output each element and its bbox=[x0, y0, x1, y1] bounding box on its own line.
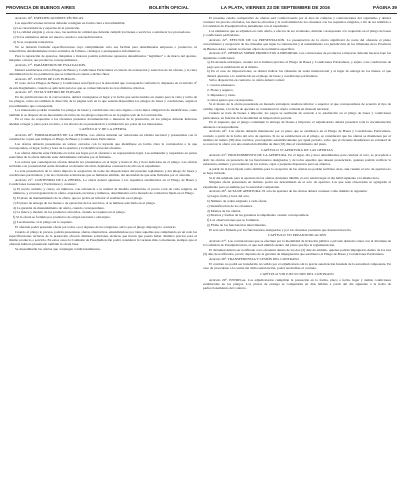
paragraph: Para la reparación de aparatos, máquinas o motores podrán solicitarse repuestos denominados “legítimos” o de marca del aparato, máquina o motor, sus productos correspondientes. bbox=[9, 53, 197, 62]
list-item: a) El precio unitario y cierto, en números, con referencia a la unidad de medida establecida, el precio total de cada renglón, en números, y el total general de la oferta, expresado en letras y números, determinados en la moneda de cotización fijada en el Pliego. bbox=[13, 186, 197, 196]
header-date: LA PLATA, VIERNES 23 DE SEPTIEMBRE DE 2016 bbox=[221, 5, 330, 10]
article-paragraph: Artículo 29°. ENTREGA. Los adjudicatarios cumplirán la prestación en la forma, plazo o fecha, lugar y demás condiciones establecidas en los pliegos. Los plazos de entrega se computarán en días hábiles a partir del día siguiente a la fecha de perfeccionamiento del contrato. bbox=[203, 277, 391, 290]
header-page-number: PÁGINA 39 bbox=[372, 5, 397, 10]
paragraph: El oferente podrá presentar oferta por todos o por algunos de los renglones, salvo que el pliego disponga lo contrario. bbox=[15, 224, 177, 229]
chapter-heading: CAPÍTULO VIII EJECUCIÓN DEL CONTRATO bbox=[260, 271, 334, 276]
page-header bbox=[6, 4, 397, 14]
list-item: b) La calidad exigida y, en su caso, las normas de calidad que deberán cumplir los bienes o servicios o satisfacer los proveedores. bbox=[13, 30, 191, 35]
article-paragraph: Artículo 22°. EFECTOS DE LA PRESENTACIÓN. La presentación de la oferta significará de parte del oferente el pleno conocimiento y aceptación de las cláusulas que rigen la contratación y el sometimiento a la jurisdicción de los tribunales de la Provincia de Buenos Aires, cuando no fueren objeto de normativa específica. bbox=[203, 38, 391, 51]
list-item: f) Las observaciones que se formulen. bbox=[207, 218, 260, 223]
paragraph: El presente cuadro comparativo de ofertas será confeccionado por el área de compras y contrataciones del organismo y deberá contener los precios ofertados, las marcas ofrecidas y la conformidad de los oferentes con los requisitos exigidos, a fin de ser remitido a la Comisión de Preadjudicación juntamente con el expediente. bbox=[203, 16, 391, 29]
list-item: f) Si la oferta se formula por productos de origen nacional o extranjero. bbox=[13, 215, 112, 220]
article-paragraph: Artículo 27°. Las contrataciones que se efectúen por la modalidad de licitación pública o privada deberán contar con el dictamen de la Comisión de Preadjudicación, el que será emitido dentro del plazo que fije la reglamentación. bbox=[203, 239, 391, 248]
left-text-column bbox=[9, 16, 197, 476]
paragraph: En las publicaciones de la convocatoria, deberá consignarse el lugar y la fecha que serán tenidos en cuenta para la vista y retiro de los pliegos, como así también la dirección de la página web en la que estarán disponibles los pliegos de bases y condiciones, según el procedimiento que corresponda. bbox=[9, 95, 197, 108]
paragraph: Se desestimarán las ofertas que contengan condicionamientos. bbox=[15, 246, 101, 251]
paragraph: Ninguna oferta presentada en término podrá ser desestimada en el acto de apertura. Las que sean observadas se agregarán al expediente para su análisis por la autoridad competente. bbox=[203, 180, 391, 189]
list-item: g) Las muestras, si el pliego así lo requiere. bbox=[13, 219, 73, 224]
list-item: c) Si los elementos deben ser nuevos, usados o reacondicionados. bbox=[13, 35, 104, 40]
article-paragraph: Artículo 18°. COSTOS DE LOS PLIEGOS. bbox=[15, 76, 76, 81]
article-paragraph: Artículo 23°. OFERTAS SOBRE PRODUCTOS A IMPORTAR. Las cotizaciones de productos a importar deberán hacerse bajo las siguientes condiciones: bbox=[203, 51, 391, 60]
list-item: c) El plazo de entrega de los bienes o de ejecución de los servicios, si se hubiese solicitado en el pliego. bbox=[13, 200, 156, 205]
paragraph: Cuando se trate de bienes a importar, los pagos se realizarán de acuerdo a lo establecido en el pliego de bases y condiciones particulares, en función de la modalidad de importación pactada. bbox=[203, 111, 391, 120]
article-paragraph: Artículo 28°. TRANSFERENCIA Y CESIÓN DEL CONTRATO. bbox=[209, 257, 300, 262]
list-item: 4. Otros gastos que correspondan. bbox=[207, 97, 254, 102]
article-paragraph: Artículo 25°. PROCEDIMIENTO DE LA APERTURA. En el lugar, día y hora determinados para celebrar el acto, se procederá a abrir las ofertas en presencia de los funcionarios designados y de todos aquellos que deseen presenciarlo, quienes podrán verificar la existencia, número y procedencia de los sobres, cajas o paquetes dispuestos para ser abiertos. bbox=[203, 153, 391, 166]
list-item: 3. Impuestos y tasas. bbox=[207, 92, 236, 97]
article-paragraph: Artículo 16°. ESPECIFICACIONES TÉCNICAS. bbox=[15, 16, 85, 20]
paragraph: Los interesados podrán consultar los pliegos de bases y condiciones sin costo alguno, con la única obligación de identificarse, como también si se dispone de un mecanismo de retiro de los pliegos respectivos en la página web de la Contratación. bbox=[9, 108, 197, 117]
article-paragraph: Artículo 24°. Las ofertas deberán mantenerse por el plazo que se establezca en el Pliego de Bases y Condiciones Particulares, contado a partir de la fecha del acto de apertura. Si no se estableciera en el pliego, se considerará que las ofertas se mantienen por el término de treinta (30) días corridos, prorrogables automáticamente por igual período, salvo que el oferente manifestara su voluntad de no renovar la oferta con una antelación mínima de diez (10) días al vencimiento del plazo. bbox=[203, 129, 391, 146]
list-item: c) Identificación de los oferentes. bbox=[207, 203, 253, 208]
paragraph: El contrato no podrá ser transferido ni cedido por el adjudicatario sin la previa autorización fundada de la autoridad competente. En caso de procederse a la cesión sin dicha autorización, podrá rescindirse el contrato. bbox=[203, 261, 391, 271]
paragraph: El acta será firmada por los funcionarios designados y por los oferentes presentes que desearen hacerlo. bbox=[209, 227, 352, 232]
paragraph: Cuando el pliego lo prevea, podrán presentarse ofertas alternativas, entendiéndose por tales aquellas que cumpliendo en un todo las especificaciones técnicas de la prestación ofrecen distintas soluciones técnicas que hacen que pueda haber distintos precios para el mismo producto o servicio. En estos casos la Comisión de Preadjudicación podrá considerar la variante más conveniente, siempre que el oferente hubiera presentado también la oferta base. bbox=[9, 229, 197, 247]
list-item: e) Montos y formas de las garantías acompañadas, cuando correspondiere. bbox=[207, 213, 310, 218]
header-publication: BOLETÍN OFICIAL bbox=[149, 5, 189, 10]
paragraph: El dictamen deberá ser notificado a los oferentes dentro de los dos (2) días de emitido, quienes podrán impugnarlo dentro de los tres (3) días de notificados, previo depósito de la garantía de impugnación que establezca el Pliego de Bases y Condiciones Particulares. bbox=[203, 248, 391, 257]
list-item: d) Montos de las ofertas. bbox=[207, 208, 242, 213]
paragraph: En el caso de requerirse a los oferentes presentar documentación o muestras de la prestación, en los pliegos deberán indicarse además el lugar y plazo para el retiro, a los efectos de su presentación y tramitación por parte de los interesados. bbox=[9, 117, 197, 126]
list-item: a) Lugar, fecha y hora del acto. bbox=[207, 194, 250, 199]
header-province: PROVINCIA DE BUENOS AIRES bbox=[6, 5, 76, 10]
article-paragraph: Artículo 21°. CONTENIDO DE LA OFERTA. La oferta deberá ajustarse a los requisitos establecidos en el Pliego de Bases y Condiciones Generales y Particulares y contener: bbox=[9, 177, 197, 187]
list-item: 2. Fletes y seguros. bbox=[207, 88, 234, 92]
chapter-heading: CAPÍTULO VII PREADJUDICACIÓN bbox=[267, 233, 327, 238]
paragraph: Las especificaciones técnicas deberán consignar en forma clara e inconfundible: bbox=[15, 20, 126, 25]
right-text-column bbox=[203, 16, 391, 476]
article-paragraph: Artículo 20°. FORMALIDADES DE LA OFERTA. Las ofertas deberán ser redactadas en idioma nacional y presentadas con la cantidad de copias que indique el Pliego de Bases y Condiciones Particulares. bbox=[9, 132, 197, 142]
chapter-heading: CAPÍTULO V DE LA OFERTA bbox=[79, 127, 127, 132]
paragraph: Si el día señalado para la apertura de las ofertas deviniera inhábil, el acto tendrá lugar el día hábil siguiente a la misma hora. bbox=[209, 175, 380, 180]
list-item: b) Número de orden asignado a cada oferta. bbox=[207, 199, 268, 203]
list-item: b) El plazo de mantenimiento de la oferta, que no podrá ser inferior al establecido en el pliego. bbox=[13, 195, 144, 200]
article-paragraph: Artículo 26°. ACTA DE APERTURA. El acta de apertura de las ofertas deberá contener como mínimo lo siguiente: bbox=[209, 189, 368, 194]
list-item: d) Si se aceptarán tolerancias. bbox=[13, 39, 54, 44]
paragraph: Deberá establecerse en los Pliegos de Bases y Condiciones Particulares el criterio de evaluación y selección de las ofertas, y la clara determinación de los parámetros que se tomarán en cuenta a dichos fines. bbox=[9, 67, 197, 76]
paragraph: Si el monto de la oferta presentada en moneda extranjera resultara inferior o superior al que correspondiere de acuerdo al tipo de cambio vigente, a la fecha de apertura se considerará la oferta cotizada en moneda nacional. bbox=[203, 102, 391, 111]
paragraph: La sola presentación de la oferta importa la aceptación de todas las disposiciones del presente reglamento y del pliego de bases y condiciones particulares, y de las circulares aclaratorias que se hubieren emitido, sin necesidad de que sean firmadas por el oferente. bbox=[9, 168, 197, 178]
list-item: a) Las características y especies de la prestación. bbox=[13, 25, 80, 30]
paragraph: Las ofertas deberán estar firmadas en todas sus hojas por el oferente o su representante legal. Las enmiendas y raspaduras en partes esenciales de la oferta deberán estar debidamente salvadas por el firmante. bbox=[9, 150, 197, 160]
paragraph: En el supuesto que el pliego contemple la entrega de bienes a importar, el adjudicatario deberá presentar toda la documentación aduanera correspondiente. bbox=[203, 120, 391, 129]
chapter-heading: CAPÍTULO VI APERTURA DE LAS OFERTAS bbox=[261, 147, 333, 152]
list-item: g) Firma de los funcionarios intervinientes. bbox=[207, 222, 267, 227]
list-item: d) La garantía de mantenimiento de oferta, cuando correspondiere. bbox=[13, 205, 105, 210]
article-paragraph: Artículo 19°. VISTA Y RETIRO DE PLIEGOS. bbox=[15, 90, 82, 95]
list-item: a) En moneda extranjera, cuando así lo hubiera previsto el Pliego de Bases y Condiciones Particulares, y sujeto a las condiciones de pago que se establezcan en el mismo. bbox=[207, 60, 391, 69]
list-item: e) La marca y modelo de los productos ofrecidos, cuando se requiera en el pliego. bbox=[13, 210, 126, 215]
paragraph: Los elementos que se adjunten en cada oferta, a efectos de ser evaluados, deberán corresponder a lo requerido en el pliego de bases y condiciones particulares. bbox=[203, 29, 391, 38]
paragraph: A partir de la hora fijada como término para la recepción de las ofertas no podrán recibirse otras, aun cuando el acto de apertura no se haya iniciado. bbox=[203, 166, 391, 175]
paragraph: No se deberán formular especificaciones cuyo cumplimiento sólo sea factible para determinadas empresas o productos, ni transcribirse detalladamente textos extraídos de folletos, catálogos o presupuestos informativos. bbox=[9, 44, 197, 53]
paragraph: El costo de los Pliegos de Bases y Condiciones será fijado por la Autoridad que corresponda conforme lo dispuesto en el artículo 4° de este Reglamento, cuando se aplicarán para los que se comercializarán los tres distintos criterios. bbox=[9, 81, 197, 90]
paragraph: Los sobres que contengan las ofertas deberán ser presentados en el lugar y hasta el día y hora indicados en el pliego. Las ofertas recibidas con posterioridad serán devueltas al oferente sin abrir, dejándose constancia de ello en el expediente. bbox=[9, 159, 197, 169]
list-item: b) En el caso de importaciones, se deberá indicar las cláusulas de venta internacional y el lugar de entrega de los bienes, el que deberá ajustarse a lo establecido en el pliego de bases y condiciones particulares. bbox=[207, 69, 391, 78]
article-paragraph: Artículo 17°. PARÁMETROS DE EVALUACIÓN. bbox=[15, 62, 86, 67]
paragraph: Salvo disposición en contrario, la oferta deberá cotizar: bbox=[209, 78, 285, 83]
paragraph: Las ofertas deberán presentarse en sobres cerrados con la leyenda que identifique en forma clara la contratación a la que corresponden, el lugar, fecha y hora de la apertura y la identificación del oferente. bbox=[9, 141, 197, 151]
list-item: 1. Gastos aduaneros. bbox=[207, 83, 236, 88]
